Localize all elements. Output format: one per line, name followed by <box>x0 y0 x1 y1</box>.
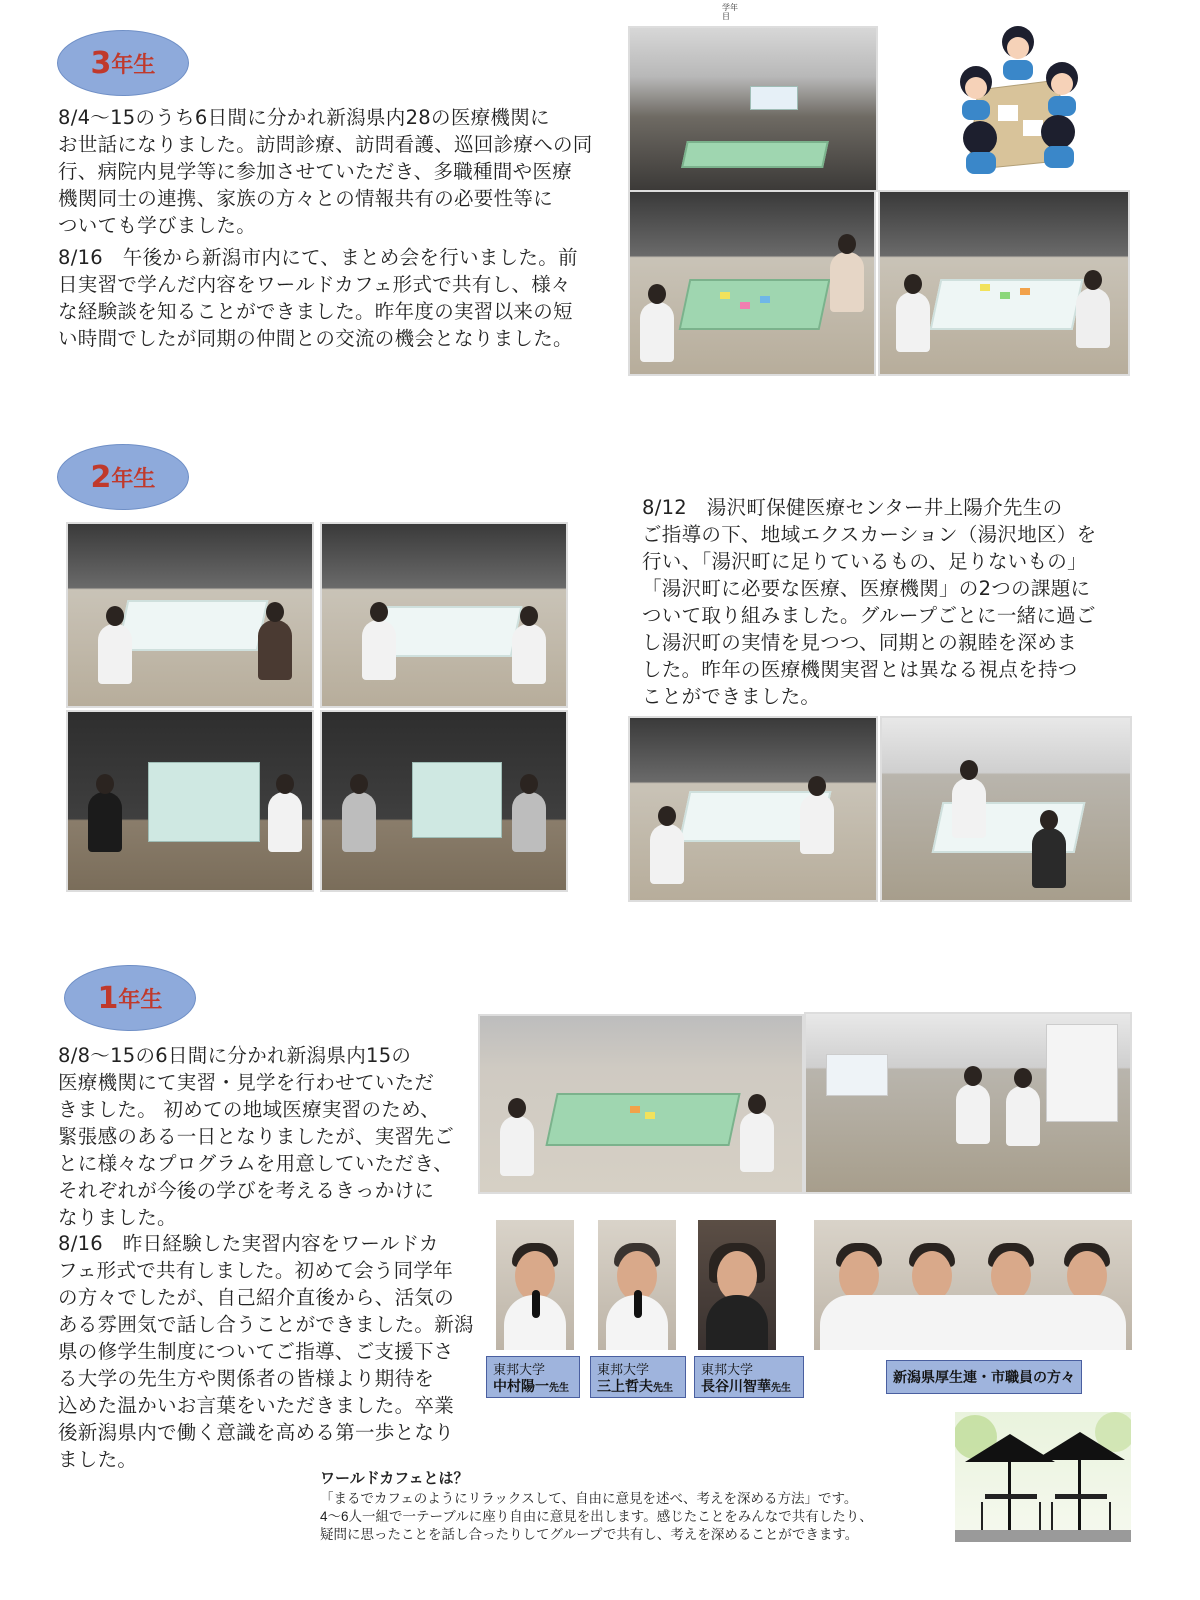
year2-photo-5 <box>628 716 878 902</box>
year1-photo-table <box>478 1014 804 1194</box>
world-cafe-line-3: 疑問に思ったことを話し合ったりしてグループで共有し、考えを深めることができます。 <box>320 1527 859 1542</box>
speaker-3-title: 先生 <box>771 1383 791 1394</box>
header-tiny-label <box>722 3 738 21</box>
year1-paragraph-1: 8/8～15の6日間に分かれ新潟県内15の 医療機関にて実習・見学を行わせていただ きました。 初めての地域医療実習のため、 緊張感のある一日となりましたが、実習先ご とに様々なプログラムを用意していただき、 それぞれが今後の学びを考えるきっかけに なりました。 <box>58 1044 455 1229</box>
year1-paragraph-2: 8/16 昨日経験した実習内容をワールドカ フェ形式で共有しました。初めて会う同学年 の方々でしたが、自己紹介直後から、活気の ある雰囲気で話し合うことができました。新潟 県の修学生制度についてご指導、ご支援下さ る大学の先生方や関係者の皆様より期待を 込めた温かいお言葉をいただきました。卒業 後新潟県内で働く意識を高める第一歩となり ました。 <box>58 1232 474 1471</box>
header-tiny-label-1: 学年 <box>722 3 738 12</box>
speaker-3-univ: 東邦大学 <box>701 1362 754 1377</box>
year2-photo-6 <box>880 716 1132 902</box>
speaker-1-name: 中村陽一 <box>493 1378 549 1394</box>
year1-badge-num: 1 <box>97 980 119 1016</box>
cafe-illustration <box>955 1412 1131 1542</box>
year3-badge-suffix: 年生 <box>111 52 156 78</box>
speaker-namebox-1 <box>486 1356 580 1398</box>
speaker-1-univ: 東邦大学 <box>493 1362 546 1377</box>
speaker-photo-1 <box>496 1220 574 1350</box>
group-discussion-illustration-icon <box>948 20 1088 180</box>
speaker-2-name: 三上哲夫 <box>597 1378 653 1394</box>
year3-paragraph-2: 8/16 午後から新潟市内にて、まとめ会を行いました。前 日実習で学んだ内容をワールドカフェ形式で共有し、様々 な経験談を知ることができました。昨年度の実習以来の短 い時間でしたが同期の仲間との交流の機会となりました。 <box>58 246 578 350</box>
world-cafe-line-1: 「まるでカフェのようにリラックスして、自由に意見を述べ、考えを深める方法」です。 <box>320 1491 858 1506</box>
officials-namebox <box>886 1360 1082 1394</box>
officials-photo <box>814 1220 1132 1350</box>
speaker-3-name: 長谷川智華 <box>701 1378 771 1394</box>
header-tiny-label-2: 目 <box>722 12 730 21</box>
year3-badge-num: 3 <box>90 45 112 81</box>
year3-badge <box>57 30 189 96</box>
year2-photo-3 <box>66 710 314 892</box>
speaker-2-title: 先生 <box>653 1383 673 1394</box>
officials-label: 新潟県厚生連・市職員の方々 <box>893 1368 1075 1385</box>
year1-badge <box>64 965 196 1031</box>
speaker-photo-3 <box>698 1220 776 1350</box>
speaker-1-title: 先生 <box>549 1383 569 1394</box>
year2-photo-1 <box>66 522 314 708</box>
speaker-2-univ: 東邦大学 <box>597 1362 650 1377</box>
world-cafe-heading: ワールドカフェとは？ <box>320 1470 469 1487</box>
year3-photo-lecture-hall <box>628 26 878 192</box>
year3-photo-table-left <box>628 190 876 376</box>
year2-paragraph: 8/12 湯沢町保健医療センター井上陽介先生の ご指導の下、地域エクスカーション（湯沢地区）を 行い、「湯沢町に足りているもの、足りないもの」 「湯沢町に必要な医療、医療機関」の2つの課題に ついて取り組みました。グループごとに一緒に過ご し湯沢町の実情を見つつ、同期との親睦を深めま した。昨年の医療機関実習とは異なる視点を持つ ことができました。 <box>642 496 1097 708</box>
year1-badge-suffix: 年生 <box>118 987 163 1013</box>
year1-photo-lecture <box>804 1012 1132 1194</box>
world-cafe-illustration <box>948 20 1088 180</box>
year2-photo-2 <box>320 522 568 708</box>
speaker-namebox-3 <box>694 1356 804 1398</box>
year3-paragraph-1: 8/4～15のうち6日間に分かれ新潟県内28の医療機関に お世話になりました。訪問診療、訪問看護、巡回診療への同 行、病院内見学等に参加させていただき、多職種間や医療 機関同士の連携、家族の方々との情報共有の必要性等に ついても学びました。 <box>58 106 593 237</box>
year2-photo-4 <box>320 710 568 892</box>
year2-badge-suffix: 年生 <box>111 466 156 492</box>
cafe-umbrella-icon <box>955 1412 1131 1542</box>
year3-photo-table-right <box>878 190 1130 376</box>
year2-badge-num: 2 <box>90 459 112 495</box>
speaker-namebox-2 <box>590 1356 686 1398</box>
year2-badge <box>57 444 189 510</box>
world-cafe-line-2: 4～6人一組で一テーブルに座り自由に意見を出します。感じたことをみんなで共有したり、 <box>320 1509 873 1524</box>
speaker-photo-2 <box>598 1220 676 1350</box>
